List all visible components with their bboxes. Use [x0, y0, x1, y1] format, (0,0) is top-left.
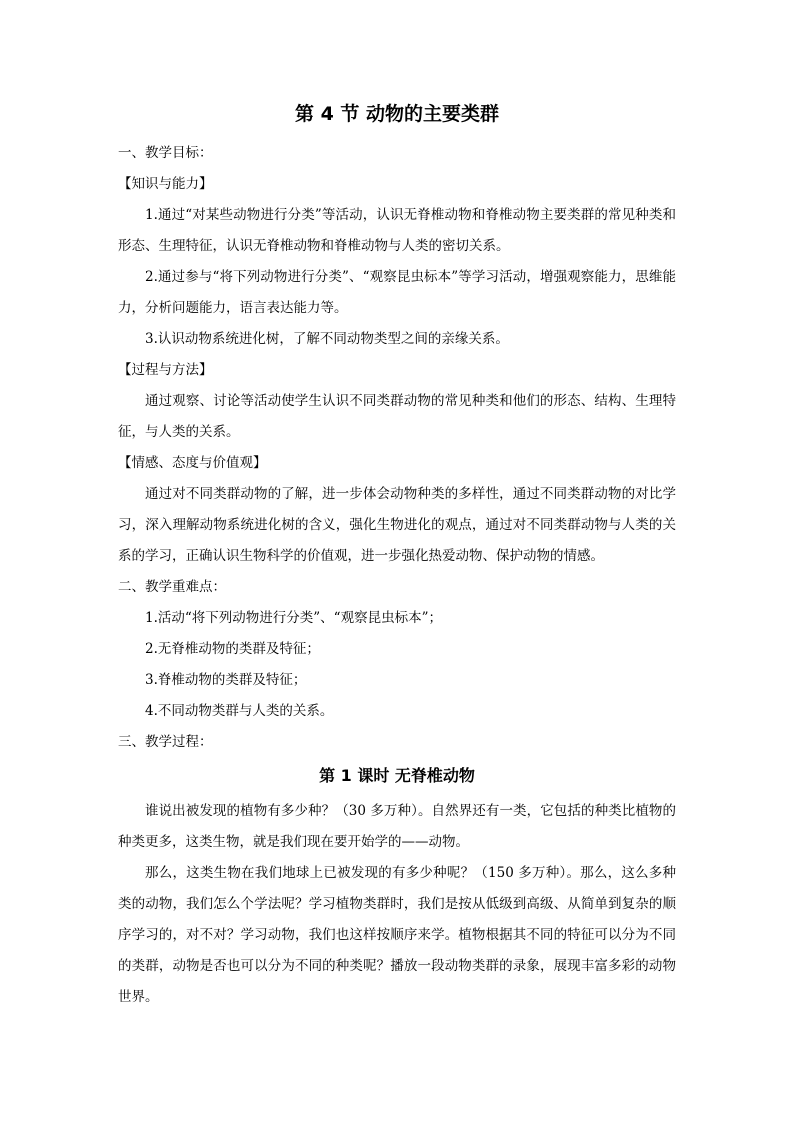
lesson-title: 第 1 课时 无脊椎动物 [319, 766, 475, 785]
subheading-process: 【过程与方法】 [118, 362, 213, 378]
subheading-emotion: 【情感、态度与价值观】 [118, 455, 267, 471]
section-heading-goals: 一、教学目标： [118, 145, 213, 161]
key-item-2: 2.无脊椎动物的类群及特征； [145, 641, 320, 657]
section-heading-process2: 三、教学过程： [118, 734, 213, 750]
emotion-text: 通过对不同类群动物的了解，进一步体会动物种类的多样性，通过不同类群动物的对比学习，深入理解动物系统进化树的含义，强化生物进化的观点，通过对不同类群动物与人类的关系的学习，正确认识生物科学的价值观，进一步强化热爱动物、保护动物的情感。 [118, 486, 676, 564]
section-heading-key: 二、教学重难点： [118, 579, 226, 595]
knowledge-item-2: 2.通过参与“将下列动物进行分类”、“观察昆虫标本”等学习活动，增强观察能力，思维能力，分析问题能力，语言表达能力等。 [118, 269, 676, 316]
knowledge-item-3: 3.认识动物系统进化树，了解不同动物类型之间的亲缘关系。 [145, 331, 509, 347]
page-title: 第 4 节 动物的主要类群 [294, 103, 500, 125]
key-item-3: 3.脊椎动物的类群及特征； [145, 672, 307, 688]
lesson-paragraph-1: 谁说出被发现的植物有多少种？（30 多万种）。自然界还有一类，它包括的种类比植物的种类更多，这类生物，就是我们现在要开始学的——动物。 [118, 803, 676, 850]
lesson-paragraph-2: 那么，这类生物在我们地球上已被发现的有多少种呢？（150 多万种）。那么，这么多种类的动物，我们怎么个学法呢？学习植物类群时，我们是按从低级到高级、从简单到复杂的顺序学习的，对不对？学习动物，我们也这样按顺序来学。植物根据其不同的特征可以分为不同的类群，动物是否也可以分为不同的种类呢？播放一段动物类群的录象，展现丰富多彩的动物世界。 [118, 865, 676, 1005]
process-text: 通过观察、讨论等活动使学生认识不同类群动物的常见种类和他们的形态、结构、生理特征，与人类的关系。 [118, 393, 676, 440]
subheading-knowledge: 【知识与能力】 [118, 176, 213, 192]
key-item-1: 1.活动“将下列动物进行分类”、“观察昆虫标本”； [145, 610, 442, 626]
knowledge-item-1: 1.通过“对某些动物进行分类”等活动，认识无脊椎动物和脊椎动物主要类群的常见种类和形态、生理特征，认识无脊椎动物和脊椎动物与人类的密切关系。 [118, 207, 676, 254]
document-page [118, 100, 676, 1013]
key-item-4: 4.不同动物类群与人类的关系。 [145, 703, 334, 719]
